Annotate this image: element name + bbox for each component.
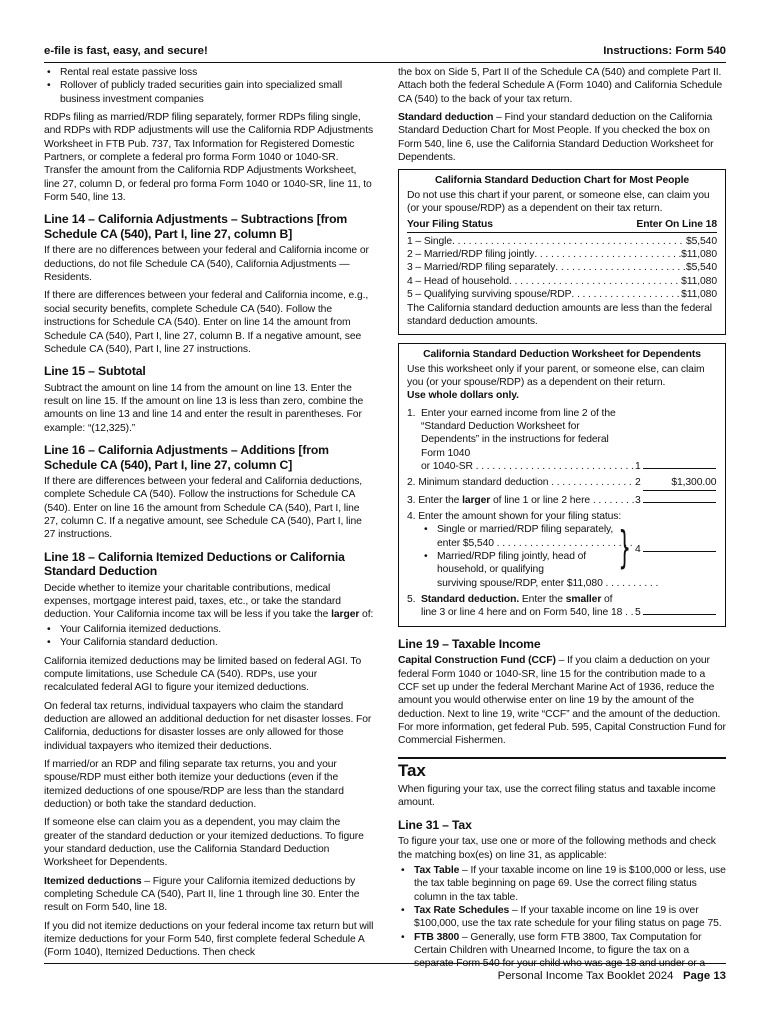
line4-entry (643, 551, 716, 552)
text-run: of (601, 594, 613, 606)
table-row (407, 235, 717, 248)
footer-text (498, 970, 726, 982)
page-header (44, 43, 726, 63)
ccf-paragraph (398, 654, 726, 747)
chart-column-header (407, 218, 717, 232)
method-label: Tax Table (414, 864, 460, 876)
line-number: 4 (635, 544, 641, 556)
brace-icon: } (618, 522, 631, 574)
text-run: enter $5,540 (437, 537, 494, 549)
worksheet-title: California Standard Deduction Worksheet for Dependents (423, 349, 701, 361)
list-item: • Rental real estate passive loss (44, 66, 374, 79)
schedule-ca-paragraph: the box on Side 5, Part II of the Schedule CA (540) and complete Part II. Attach both the federal Schedule A (Form 1040) and California Schedule CA (540) to the back of your tax return. (398, 67, 723, 105)
line15-heading: Line 15 – Subtotal (44, 364, 146, 379)
text-run: – If your taxable income on line 19 is $100,000 or less, use the tax table beginning on page 69. Use the correct filing status column in the tax table. (414, 864, 726, 903)
line5-entry (643, 614, 716, 615)
line-number: 3 (635, 494, 641, 506)
enter-line18-header: Enter On Line 18 (636, 219, 717, 231)
worksheet-line-4: 4. Enter the amount shown for your filing status: (407, 510, 622, 522)
standard-deduction-label: Standard deduction (398, 112, 494, 124)
row-value: $11,080 (681, 275, 717, 287)
form-instructions-title: Instructions: Form 540 (603, 45, 726, 57)
method-label: FTB 3800 (414, 931, 460, 943)
tax-paragraph: When figuring your tax, use the correct filing status and taxable income amount. (398, 783, 716, 809)
text-run: – Find your standard deduction on the California Standard Deduction Chart for Most People. If you checked the box on Form 540, line 6, use the California Standard Deduction Worksheet for Dependents. (398, 112, 714, 164)
table-row (407, 288, 717, 301)
text-run: of: (359, 609, 374, 621)
line16-heading: Line 16 – California Adjustments – Additions [from Schedule CA (540), Part I, line 27, column C] (44, 443, 329, 472)
text-run: – Generally, use form FTB 3800, Tax Computation for Certain Children with Unearned Income, to figure the tax on a separate Form 540 for your child who was age 18 and under or a (414, 931, 706, 970)
line18-paragraph: If you did not itemize deductions on your federal income tax return but will itemize deductions for your Form 540, first complete federal Schedule A (Form 1040), Itemized Deductions. Then check (44, 920, 374, 959)
line16-paragraph: If there are differences between your federal and California deductions, complete Schedule CA (540). Follow the instructions for Schedule CA (540). Enter on line 16 the amount from Schedule CA (540), Part I, line 27, column C. If a negative amount, see Schedule CA (540), Part I, line 27 instructions. (44, 476, 363, 541)
page-number: Page 13 (682, 970, 726, 982)
worksheet-line-4-options (407, 523, 717, 590)
chart-intro: Do not use this chart if your parent, or someone else, can claim you (or your spouse/RDP) as a dependent on their tax return. (407, 189, 710, 215)
line14-paragraph: If there are no differences between your federal and California income or deductions, do not file Schedule CA (540), California Adjustments — Residents. (44, 245, 369, 284)
text-run: 3. Enter the (407, 494, 463, 506)
text-run: of line 1 or line 2 here (490, 494, 591, 506)
row-value: $11,080 (681, 249, 717, 261)
text-run: – If your taxable income on line 19 is over $100,000, use the tax rate schedule for your filing status on page 75. (414, 904, 722, 930)
itemized-label: Itemized deductions (44, 875, 142, 887)
chart-title: California Standard Deduction Chart for Most People (434, 175, 690, 187)
line4-entry-wrap (635, 543, 717, 556)
line-number: 2 (635, 477, 641, 489)
line1-entry (643, 468, 716, 469)
filing-status-header: Your Filing Status (407, 219, 493, 231)
worksheet-line-3 (407, 494, 717, 507)
line5-label: Standard deduction. (421, 594, 520, 606)
list-item (398, 864, 726, 904)
line18-paragraph: On federal tax returns, individual taxpayers who claim the standard deduction are allowed an additional deduction for net disaster losses. For California, deductions for disaster losses are only allowed for those individual taxpayers who itemized their deductions. (44, 700, 372, 752)
list-item: • Your California itemized deductions. (44, 623, 374, 636)
text-run: Married/RDP filing jointly, head of household, or qualifying (437, 551, 587, 576)
table-row (407, 261, 717, 274)
text-run: Enter the (519, 594, 566, 606)
row-value: $5,540 (685, 235, 717, 247)
worksheet-line-2 (407, 476, 717, 490)
line4-option-single-amount: enter $5,540 . . . . . . . . . . . . . . . . . . . . . . . . . (437, 537, 633, 549)
line18-heading: Line 18 – California Itemized Deductions or California Standard Deduction (44, 549, 345, 579)
whole-dollars-note: Use whole dollars only. (407, 390, 519, 402)
table-row (407, 248, 717, 261)
line31-paragraph: To figure your tax, use one or more of the following methods and check the matching box(es) on line 31, as applicable: (398, 836, 716, 861)
line-number: 1 (635, 460, 641, 472)
line3-entry (643, 502, 716, 503)
line2-entry: $1,300.00 (643, 476, 716, 490)
list-item: • Your California standard deduction. (44, 636, 374, 649)
line5-text: line 3 or line 4 here and on Form 540, line 18 . . . (421, 606, 635, 619)
line31-heading: Line 31 – Tax (398, 817, 472, 832)
line3-text (407, 494, 635, 507)
worksheet-line-1: 1. Enter your earned income from line 2 of the “Standard Deduction Worksheet for Dependents” in the instructions for federal Form 1040 or 1040-SR . . . 1 (407, 407, 717, 474)
line18-paragraph: If someone else can claim you as a dependent, you may claim the greater of the standard deduction or your itemized deductions. To figure your standard deduction, use the California Standard Deduction Worksheet for Dependents. (44, 817, 364, 869)
line14-paragraph: If there are differences between your federal and California income, e.g., social security benefits, complete Schedule CA (540). Follow the instructions for Schedule CA (540). Enter on line 14 the amount from Schedule CA (540), Part I, line 27, column B. If a negative amount, see Schedule CA (540), Part I, line 27 instructions. (44, 290, 369, 355)
text-run: – Figure your California itemized deductions by completing Schedule CA (540), Part II, line 1 through line 30. Enter the result on Form 540, line 18. (44, 875, 360, 914)
row-label: 2 – Married/RDP filing jointly (407, 249, 535, 261)
table-row (407, 275, 717, 288)
row-label: 5 – Qualifying surviving spouse/RDP (407, 289, 572, 301)
text-run: surviving spouse/RDP, enter $11,080 (437, 577, 603, 589)
line4-option-joint-amount: surviving spouse/RDP, enter $11,080 . . . . . . . . . . (437, 577, 659, 589)
text-run: Decide whether to itemize your charitable contributions, medical expenses, mortgage interest paid, taxes, etc., or take the standard deduction. Your California income tax will be less if you take the (44, 582, 341, 621)
emphasis-larger: larger (462, 494, 491, 506)
row-label: 3 – Married/RDP filing separately (407, 262, 556, 274)
text-run: Single or married/RDP filing separately, (437, 524, 614, 536)
line18-paragraph (44, 582, 374, 622)
dependents-worksheet (398, 343, 726, 627)
method-label: Tax Rate Schedules (414, 904, 510, 916)
list-item: • Rollover of publicly traded securities gain into specialized small business investment companies (44, 79, 374, 106)
efile-tagline: e-file is fast, easy, and secure! (44, 45, 208, 57)
emphasis-larger: larger (331, 609, 360, 621)
itemized-paragraph (44, 875, 374, 915)
line15-paragraph: Subtract the amount on line 14 from the amount on line 13. Enter the result on line 15. If the amount on line 13 is less than zero, combine the amounts on line 13 and line 14 and enter the result in parentheses. For example: “(12,325).” (44, 382, 364, 434)
line19-heading: Line 19 – Taxable Income (398, 636, 541, 651)
line1-text: or 1040-SR . . . (421, 460, 635, 473)
line2-text: 2. Minimum standard deduction . . . (407, 476, 635, 490)
chart-note: The California standard deduction amounts are less than the federal standard deduction amounts. (407, 302, 712, 327)
row-label: 1 – Single (407, 235, 453, 247)
row-value: $5,540 (685, 262, 717, 274)
text-run: – If you claim a deduction on your federal Form 1040 or 1040-SR, line 15 for the contribution made to a CCF set up under the federal Merchant Marine Act of 1936, reduce the amount you would otherwise enter on line 19 by the amount of the deduction. Next to line 19, write “CCF” and the amount of the deduction. For more information, get federal Pub. 595, Capital Construction Fund for Commercial Fishermen. (398, 655, 726, 747)
right-column (398, 66, 726, 971)
row-label: 4 – Head of household (407, 275, 509, 287)
line1-text: Enter your earned income from line 2 of the “Standard Deduction Worksheet for Dependents” in the instructions for federal Form 1040 (421, 407, 616, 459)
booklet-title: Personal Income Tax Booklet 2024 (497, 970, 674, 982)
line14-heading: Line 14 – California Adjustments – Subtractions [from Schedule CA (540), Part I, line 27, column B] (44, 212, 348, 241)
emphasis-smaller: smaller (565, 594, 602, 606)
list-item (398, 904, 726, 931)
worksheet-intro: Use this worksheet only if your parent, or someone else, can claim you (or your spouse/RDP) as a dependent on their return. (407, 363, 705, 388)
tax-section-heading: Tax (398, 757, 726, 777)
page-footer (44, 963, 726, 982)
line18-paragraph: California itemized deductions may be limited based on federal AGI. To compute limitations, use Schedule CA (540). RDPs, use your recalculated federal AGI to figure your itemized deductions. (44, 655, 362, 694)
worksheet-line-5: 5. Standard deduction. Enter the smaller of line 3 or line 4 here and on Form 540, line 18 . . . 5 (407, 593, 717, 620)
line18-paragraph: If married/or an RDP and filing separate tax returns, you and your spouse/RDP must either both itemize your deductions (even if the itemized deductions of one spouse/RDP are less than the standard deduction) or both take the standard deduction. (44, 758, 344, 810)
rdp-paragraph: RDPs filing as married/RDP filing separately, former RDPs filing single, and RDPs with RDP adjustments will use the California RDP Adjustments Worksheet in FTB Pub. 737, Tax Information for Registered Domestic Partners, or complete a federal pro forma Form 1040 or 1040-SR. Transfer the amount from the California RDP Adjustments Worksheet, line 27, column D, or federal pro forma Form 1040 or 1040-SR, line 11, to Form 540, line 13. (44, 112, 374, 204)
left-column (44, 66, 374, 965)
line-number: 5 (635, 607, 641, 619)
line4-option-single (421, 523, 717, 536)
list-item (398, 931, 726, 971)
standard-deduction-paragraph (398, 111, 726, 164)
ccf-label: Capital Construction Fund (CCF) (398, 655, 556, 667)
standard-deduction-chart (398, 169, 726, 335)
row-value: $11,080 (681, 289, 717, 301)
